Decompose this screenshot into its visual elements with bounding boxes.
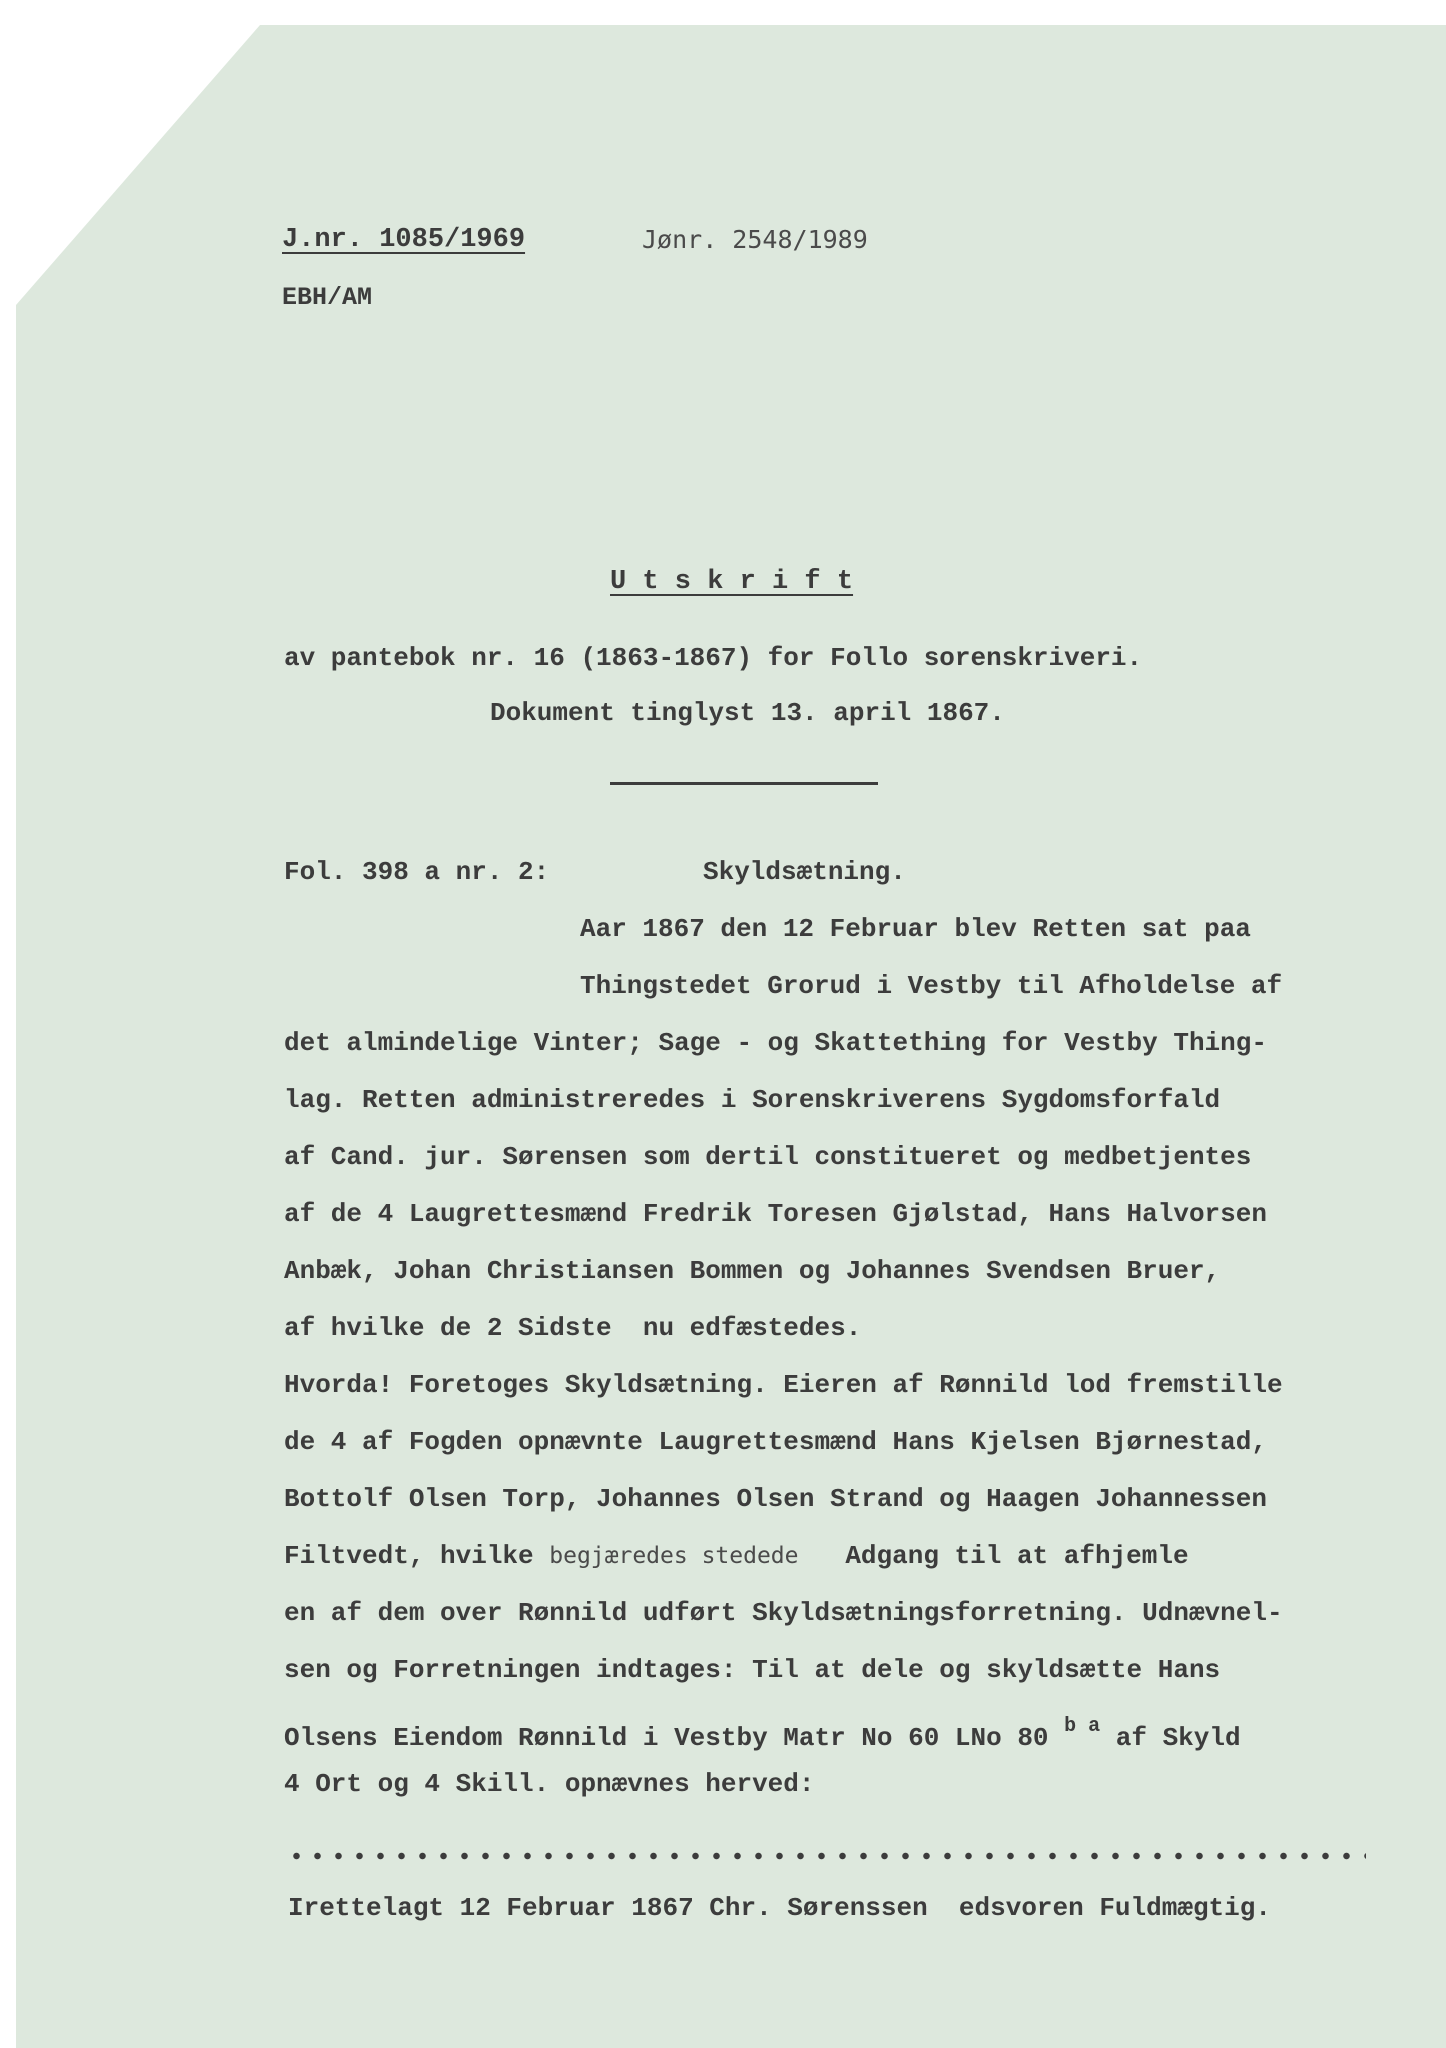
registration-line: Dokument tinglyst 13. april 1867. bbox=[490, 698, 1005, 728]
body-line-12-start: Filtvedt, hvilke bbox=[284, 1541, 534, 1571]
journal-number: J.nr. 1085/1969 bbox=[282, 225, 526, 255]
body-line-11: Bottolf Olsen Torp, Johannes Olsen Strand og Haagen Johannessen bbox=[284, 1484, 1267, 1514]
footer-line: Irettelagt 12 Februar 1867 Chr. Sørenssen edsvoren Fuldmægtig. bbox=[288, 1893, 1271, 1923]
body-line-12 bbox=[284, 1541, 1189, 1571]
body-line-1: Aar 1867 den 12 Februar blev Retten sat paa bbox=[580, 914, 1251, 944]
body-line-3: det almindelige Vinter; Sage - og Skattething for Vestby Thing- bbox=[284, 1028, 1267, 1058]
folio-topic: Skyldsætning. bbox=[703, 857, 906, 887]
body-line-2: Thingstedet Grorud i Vestby til Afholdelse af bbox=[580, 971, 1283, 1001]
superscript-letters: b a bbox=[1064, 1715, 1101, 1738]
body-line-12-end: Adgang til at afhjemle bbox=[845, 1541, 1189, 1571]
initials: EBH/AM bbox=[282, 283, 373, 312]
document-subtitle: av pantebok nr. 16 (1863-1867) for Follo sorenskriveri. bbox=[284, 643, 1143, 673]
body-line-5: af Cand. jur. Sørensen som dertil constitueret og medbetjentes bbox=[284, 1142, 1252, 1172]
body-line-10: de 4 af Fogden opnævnte Laugrettesmænd Hans Kjelsen Bjørnestad, bbox=[284, 1427, 1267, 1457]
inserted-typed-text: begjæredes stedede bbox=[549, 1543, 799, 1569]
body-line-15-end: af Skyld bbox=[1115, 1723, 1241, 1753]
journal-number-secondary: Jønr. 2548/1989 bbox=[642, 225, 868, 254]
body-line-9: Hvorda! Foretoges Skyldsætning. Eieren af Rønnild lod fremstille bbox=[284, 1370, 1283, 1400]
dotted-separator bbox=[286, 1852, 1366, 1860]
body-line-13: en af dem over Rønnild udført Skyldsætningsforretning. Udnævnel- bbox=[284, 1598, 1283, 1628]
body-line-8: af hvilke de 2 Sidste nu edfæstedes. bbox=[284, 1313, 862, 1343]
body-line-15-start: Olsens Eiendom Rønnild i Vestby Matr No 60 LNo 80 bbox=[284, 1723, 1049, 1753]
document-title: U t s k r i f t bbox=[610, 567, 854, 597]
body-line-15 bbox=[284, 1712, 1241, 1753]
folio-reference: Fol. 398 a nr. 2: bbox=[284, 857, 550, 887]
body-line-4: lag. Retten administreredes i Sorenskriverens Sygdomsforfald bbox=[284, 1085, 1221, 1115]
body-line-14: sen og Forretningen indtages: Til at dele og skyldsætte Hans bbox=[284, 1655, 1221, 1685]
body-line-7: Anbæk, Johan Christiansen Bommen og Johannes Svendsen Bruer, bbox=[284, 1256, 1221, 1286]
body-line-16: 4 Ort og 4 Skill. opnævnes herved: bbox=[284, 1769, 815, 1799]
body-line-6: af de 4 Laugrettesmænd Fredrik Toresen Gjølstad, Hans Halvorsen bbox=[284, 1199, 1267, 1229]
title-divider bbox=[610, 782, 878, 785]
